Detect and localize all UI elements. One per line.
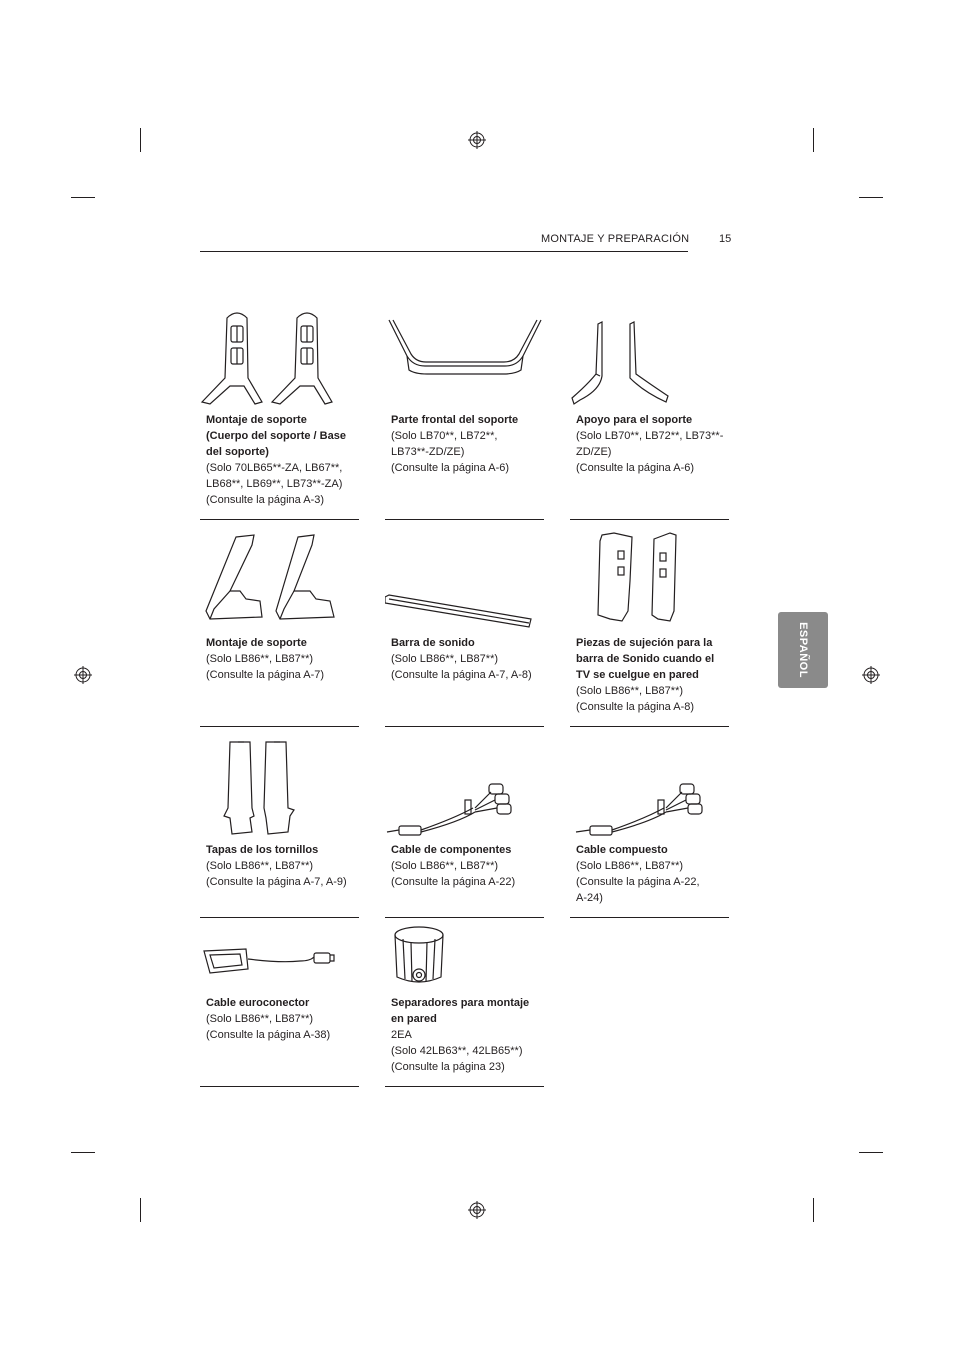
item-title: en pared (391, 1013, 437, 1025)
item-title: (Cuerpo del soporte / Base (206, 430, 346, 442)
stand-assembly-image (200, 308, 359, 408)
registration-mark-icon (468, 1201, 486, 1219)
registration-mark-icon (74, 666, 92, 684)
item-title: Cable de componentes (391, 844, 512, 856)
item-sound-bar-brackets (570, 519, 729, 727)
item-title: Parte frontal del soporte (391, 414, 519, 426)
item-detail: (Solo 42LB63**, 42LB65**) (391, 1045, 523, 1057)
item-composite-cable (570, 726, 729, 918)
item-wall-mount-spacers (385, 917, 544, 1087)
item-title: Cable compuesto (576, 844, 668, 856)
wall-mount-spacers-image (385, 925, 544, 989)
item-scart-cable (200, 917, 359, 1087)
crop-mark (859, 197, 883, 198)
composite-cable-image (570, 778, 729, 838)
item-detail: (Solo LB86**, LB87**) (206, 653, 314, 665)
item-title: Piezas de sujeción para la (576, 637, 713, 649)
item-detail: (Solo LB70**, LB72**, (391, 430, 498, 442)
item-detail: (Solo LB86**, LB87**) (391, 860, 499, 872)
item-title: Montaje de soporte (206, 637, 307, 649)
page-number: 15 (719, 233, 732, 245)
registration-mark-icon (468, 131, 486, 149)
crop-mark (813, 128, 814, 152)
item-title: barra de Sonido cuando el (576, 653, 715, 665)
item-detail: (Consulte la página A-7) (206, 669, 325, 681)
item-title: Separadores para montaje (391, 997, 530, 1009)
sound-bar-image (385, 593, 544, 633)
item-detail: (Solo LB86**, LB87**) (206, 1013, 314, 1025)
section-title: MONTAJE Y PREPARACIÓN (541, 233, 690, 245)
item-detail: (Consulte la página 23) (391, 1061, 505, 1073)
item-detail: (Consulte la página A-6) (576, 462, 695, 474)
language-tab (778, 612, 828, 688)
crop-mark (813, 1198, 814, 1222)
item-stand-assembly (200, 300, 359, 520)
item-screw-covers (200, 726, 359, 918)
screw-covers-image (200, 738, 359, 838)
crop-mark (71, 1152, 95, 1153)
item-title: Barra de sonido (391, 637, 475, 649)
header-rule (200, 251, 688, 252)
sound-bar-brackets-image (570, 531, 729, 631)
crop-mark (140, 128, 141, 152)
item-component-cable (385, 726, 544, 918)
crop-mark (140, 1198, 141, 1222)
item-title: TV se cuelgue en pared (576, 669, 699, 681)
component-cable-image (385, 778, 544, 838)
item-sound-bar (385, 519, 544, 727)
item-detail: (Consulte la página A-7, A-9) (206, 876, 347, 888)
item-title: Tapas de los tornillos (206, 844, 319, 856)
item-detail: (Consulte la página A-22, (576, 876, 700, 888)
item-detail: (Solo LB86**, LB87**) (206, 860, 314, 872)
item-title: Montaje de soporte (206, 414, 307, 426)
item-stand-front (385, 300, 544, 520)
item-detail: (Consulte la página A-7, A-8) (391, 669, 532, 681)
scart-cable-image (200, 943, 359, 983)
item-detail: (Solo 70LB65**-ZA, LB67**, (206, 462, 343, 474)
item-detail: LB68**, LB69**, LB73**-ZA) (206, 478, 343, 490)
item-stand-support (570, 300, 729, 520)
item-detail: (Consulte la página A-3) (206, 494, 325, 506)
item-title: Cable euroconector (206, 997, 310, 1009)
stand-assembly-lb86-image (200, 533, 359, 623)
item-detail: ZD/ZE) (576, 446, 612, 458)
item-detail: 2EA (391, 1029, 412, 1041)
item-stand-assembly-lb86 (200, 519, 359, 727)
item-title: Apoyo para el soporte (576, 414, 693, 426)
item-detail: (Consulte la página A-8) (576, 701, 695, 713)
stand-front-image (385, 316, 544, 386)
item-title: del soporte) (206, 446, 269, 458)
item-detail: LB73**-ZD/ZE) (391, 446, 465, 458)
stand-support-image (570, 320, 729, 406)
item-detail: (Consulte la página A-22) (391, 876, 516, 888)
item-detail: (Solo LB86**, LB87**) (391, 653, 499, 665)
registration-mark-icon (862, 666, 880, 684)
item-detail: (Solo LB86**, LB87**) (576, 860, 684, 872)
item-detail: (Solo LB70**, LB72**, LB73**- (576, 430, 724, 442)
item-detail: A-24) (576, 892, 603, 904)
item-detail: (Consulte la página A-6) (391, 462, 510, 474)
crop-mark (859, 1152, 883, 1153)
crop-mark (71, 197, 95, 198)
item-detail: (Consulte la página A-38) (206, 1029, 331, 1041)
language-tab-label: ESPAÑOL (797, 622, 809, 678)
item-detail: (Solo LB86**, LB87**) (576, 685, 684, 697)
